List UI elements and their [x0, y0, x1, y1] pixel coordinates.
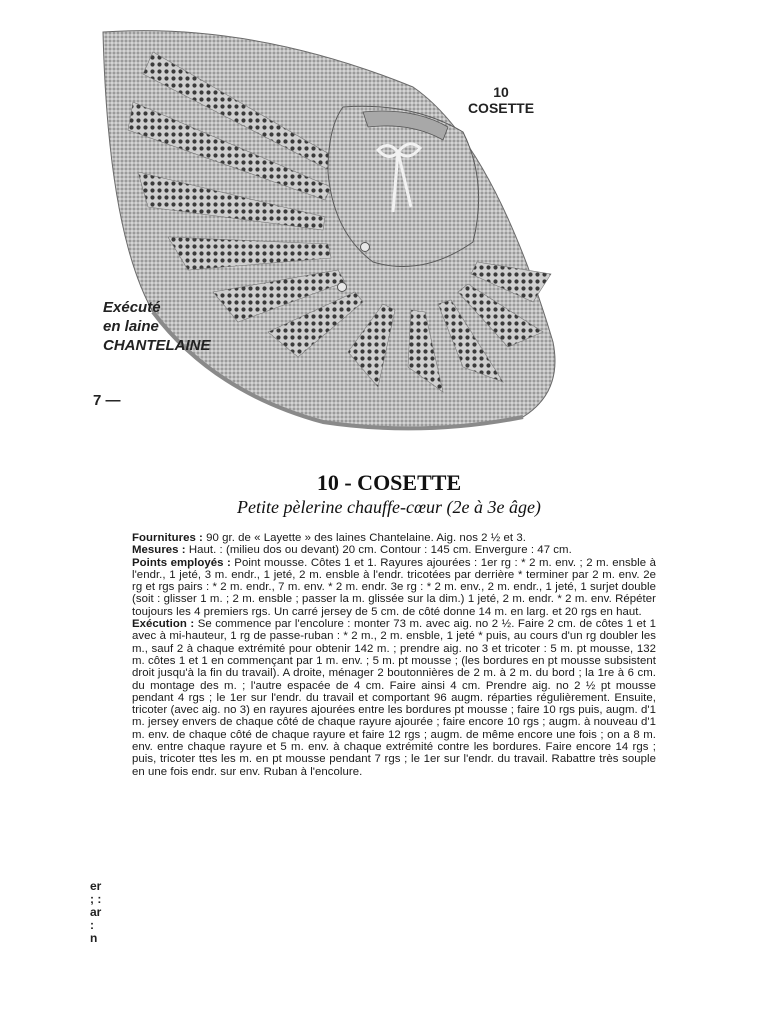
article-body [132, 532, 656, 778]
article-panel [93, 450, 685, 942]
section-text: Se commence par l'encolure : monter 73 m. avec aig. no 2 ½. Faire 2 cm. de côtes 1 et 1 avec à mi-hauteur, 1 rg de passe-ruban : * 2 m., 2 m. ensble, 1 jeté * puis, au cours d'un rg doubler les m., sauf 2 à chaque extrémité pour obtenir 142 m. ; prendre aig. no 3 et tricoter : 5 m. pt mousse, 132 m. côtes 1 et 1 en commençant par 1 m. env. ; 5 m. pt mousse ; (les bordures en pt mousse subsistent droit jusqu'à la fin du travail). A droite, ménager 2 boutonnières de 2 m. à 2 m. du bord ; la 1re à 6 cm. du montage des m. ; l'autre espacée de 4 cm. Faire ainsi 4 cm. Prendre aig. no 2 ½ pt mousse pendant 4 rgs ; le 1er sur l'endr. du travail et comportant 96 augm. réparties régulièrement. Ensuite, tricoter (avec aig. no 3) en rayures ajourées entre les bordures pt mousse ; faire 10 rgs puis, augm. d'1 m. jersey envers de chaque côté de chaque rayure ajourée ; faire encore 10 rgs ; augm. à nouveau d'1 m. env. de chaque côté de chaque rayure et faire 12 rgs ; augm. de même encore une fois ; on a 8 m. env. entre chaque rayure et 5 m. env. à chaque extrémité contre les bordures. Faire encore 14 rgs ; puis, tricoter ttes les m. en pt mousse pendant 7 rgs ; le 1er sur l'endr. du travail. Rabattre très souple en une fois endr. sur env. Ruban à l'encolure. [132, 618, 656, 778]
section-mesures [132, 544, 656, 556]
margin-fragment: : [90, 918, 94, 932]
knitting-photo [93, 12, 570, 442]
caption-line-1: Exécuté [103, 299, 161, 316]
margin-fragment: ar [90, 905, 102, 919]
page-number: 7 — [93, 392, 121, 409]
margin-fragment: n [90, 931, 98, 945]
margin-fragment: ; : [90, 892, 102, 906]
section-text: Haut. : (milieu dos ou devant) 20 cm. Contour : 145 cm. Envergure : 47 cm. [188, 544, 572, 557]
photo-label-name: COSETTE [467, 100, 535, 116]
section-points [132, 557, 656, 618]
caption-line-2: en laine [103, 318, 159, 335]
photo-label-number: 10 [493, 84, 509, 100]
photo-model-label [461, 84, 541, 116]
section-text: 90 gr. de « Layette » des laines Chantelaine. Aig. nos 2 ½ et 3. [206, 532, 526, 544]
section-heading: Mesures : [132, 544, 186, 557]
section-execution [132, 618, 656, 778]
caption-line-3: CHANTELAINE [103, 337, 211, 354]
margin-fragments [90, 880, 101, 945]
section-text: Point mousse. Côtes 1 et 1. Rayures ajourées : 1er rg : * 2 m. env. ; 2 m. ensble à l'endr., 1 jeté, 3 m. endr., 1 jeté, 2 m. ensble à l'endr. tricotées par derrière * terminer par 2 m. env. 2e rg et rgs pairs : * 2 m. endr., 7 m. env. * 2 m. endr. 3e rg : * 2 m. env., 2 m. endr., 1 jeté, 1 surjet double (soit : glisser 1 m. ; 2 m. ensble ; passer la m. glissée sur la dim.) 1 jeté, 2 m. endr. * 2 m. env. Répéter toujours les 4 premiers rgs. Un carré jersey de 5 cm. de côté donne 14 m. en larg. et 20 rgs en haut. [132, 556, 657, 618]
article-title: 10 - COSETTE [316, 470, 462, 495]
photo-caption [103, 298, 211, 355]
section-fournitures [132, 532, 656, 544]
capelet-illustration [93, 12, 570, 442]
section-heading: Fournitures : [132, 532, 203, 544]
section-heading: Exécution : [132, 618, 195, 631]
section-heading: Points employés : [132, 556, 231, 569]
article-subtitle: Petite pèlerine chauffe-cœur (2e à 3e âge) [237, 497, 541, 517]
margin-fragment: er [90, 879, 102, 893]
